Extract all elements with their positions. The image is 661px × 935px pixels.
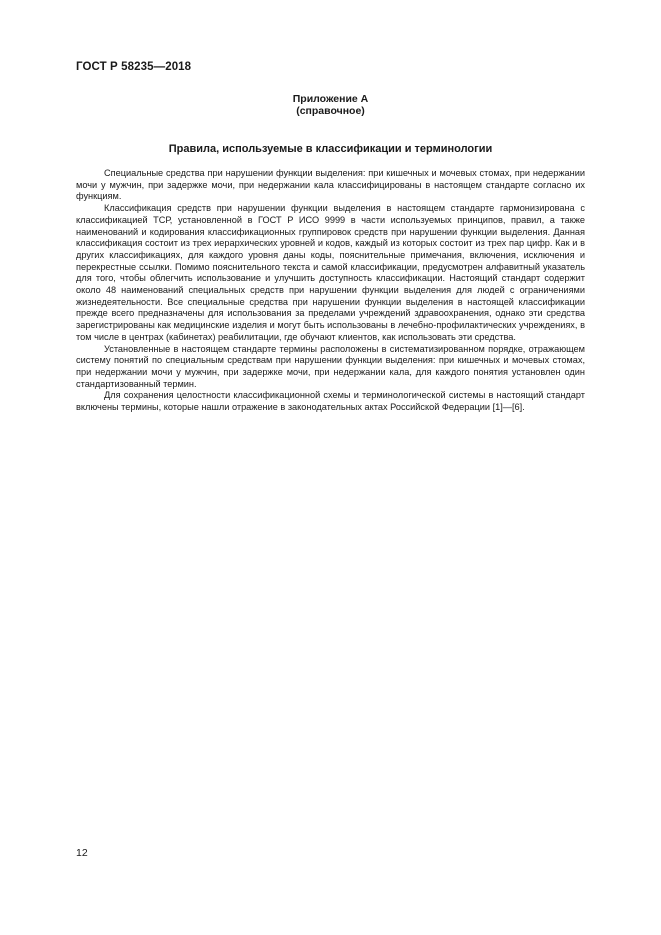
paragraph: Для сохранения целостности классификационной схемы и терминологической системы в настоящий стандарт включены термины, которые нашли отражение в законодательных актах Российской Федерации [1]—[6]. xyxy=(76,390,585,413)
annex-subtitle: (справочное) xyxy=(296,105,365,117)
section-title: Правила, используемые в классификации и терминологии xyxy=(168,143,493,155)
document-code: ГОСТ Р 58235—2018 xyxy=(76,61,192,73)
paragraph: Специальные средства при нарушении функции выделения: при кишечных и мочевых стомах, при недержании мочи у мужчин, при задержке мочи, при недержании кала классифицированы в настоящем стандарте согласно их функциям. xyxy=(76,168,585,202)
page-number: 12 xyxy=(76,847,88,859)
paragraph: Установленные в настоящем стандарте термины расположены в систематизированном порядке, отражающем систему понятий по специальным средствам при нарушении функции выделения: при кишечных и мочевых стомах, при недержании мочи у мужчин, при задержке мочи, при недержании кала, для каждого понятия установлен один стандартизованный термин. xyxy=(76,343,585,389)
body-text xyxy=(76,168,585,414)
paragraph: Классификация средств при нарушении функции выделения в настоящем стандарте гармонизирована с классификацией ТСР, установленной в ГОСТ Р ИСО 9999 в части используемых принципов, правил, а также наименований и кодирования классификационных группировок средств при нарушении функции выделения. Данная классификация состоит из трех иерархических уровней и кодов, каждый из которых состоит из трех пар цифр. Как и в других классификациях, для каждого уровня даны коды, пояснительные примечания, включения, исключения и перекрестные ссылки. Помимо пояснительного текста и самой классификации, предусмотрен алфавитный указатель для того, чтобы облегчить использование и улучшить доступность классификации. Настоящий стандарт содержит около 48 наименований специальных средств при нарушении функции выделения для людей с ограничениями жизнедеятельности. Все специальные средства при нарушении функции выделения в настоящей классификации прежде всего предназначены для использования за пределами учреждений здравоохранения, однако эти средства зарегистрированы как медицинские изделия и могут быть использованы в лечебно-профилактических учреждениях, в том числе в центрах (кабинетах) реабилитации, где обучают клиентов, как использовать эти средства. xyxy=(76,203,585,342)
annex-heading xyxy=(76,93,585,117)
annex-title: Приложение А xyxy=(292,93,369,105)
